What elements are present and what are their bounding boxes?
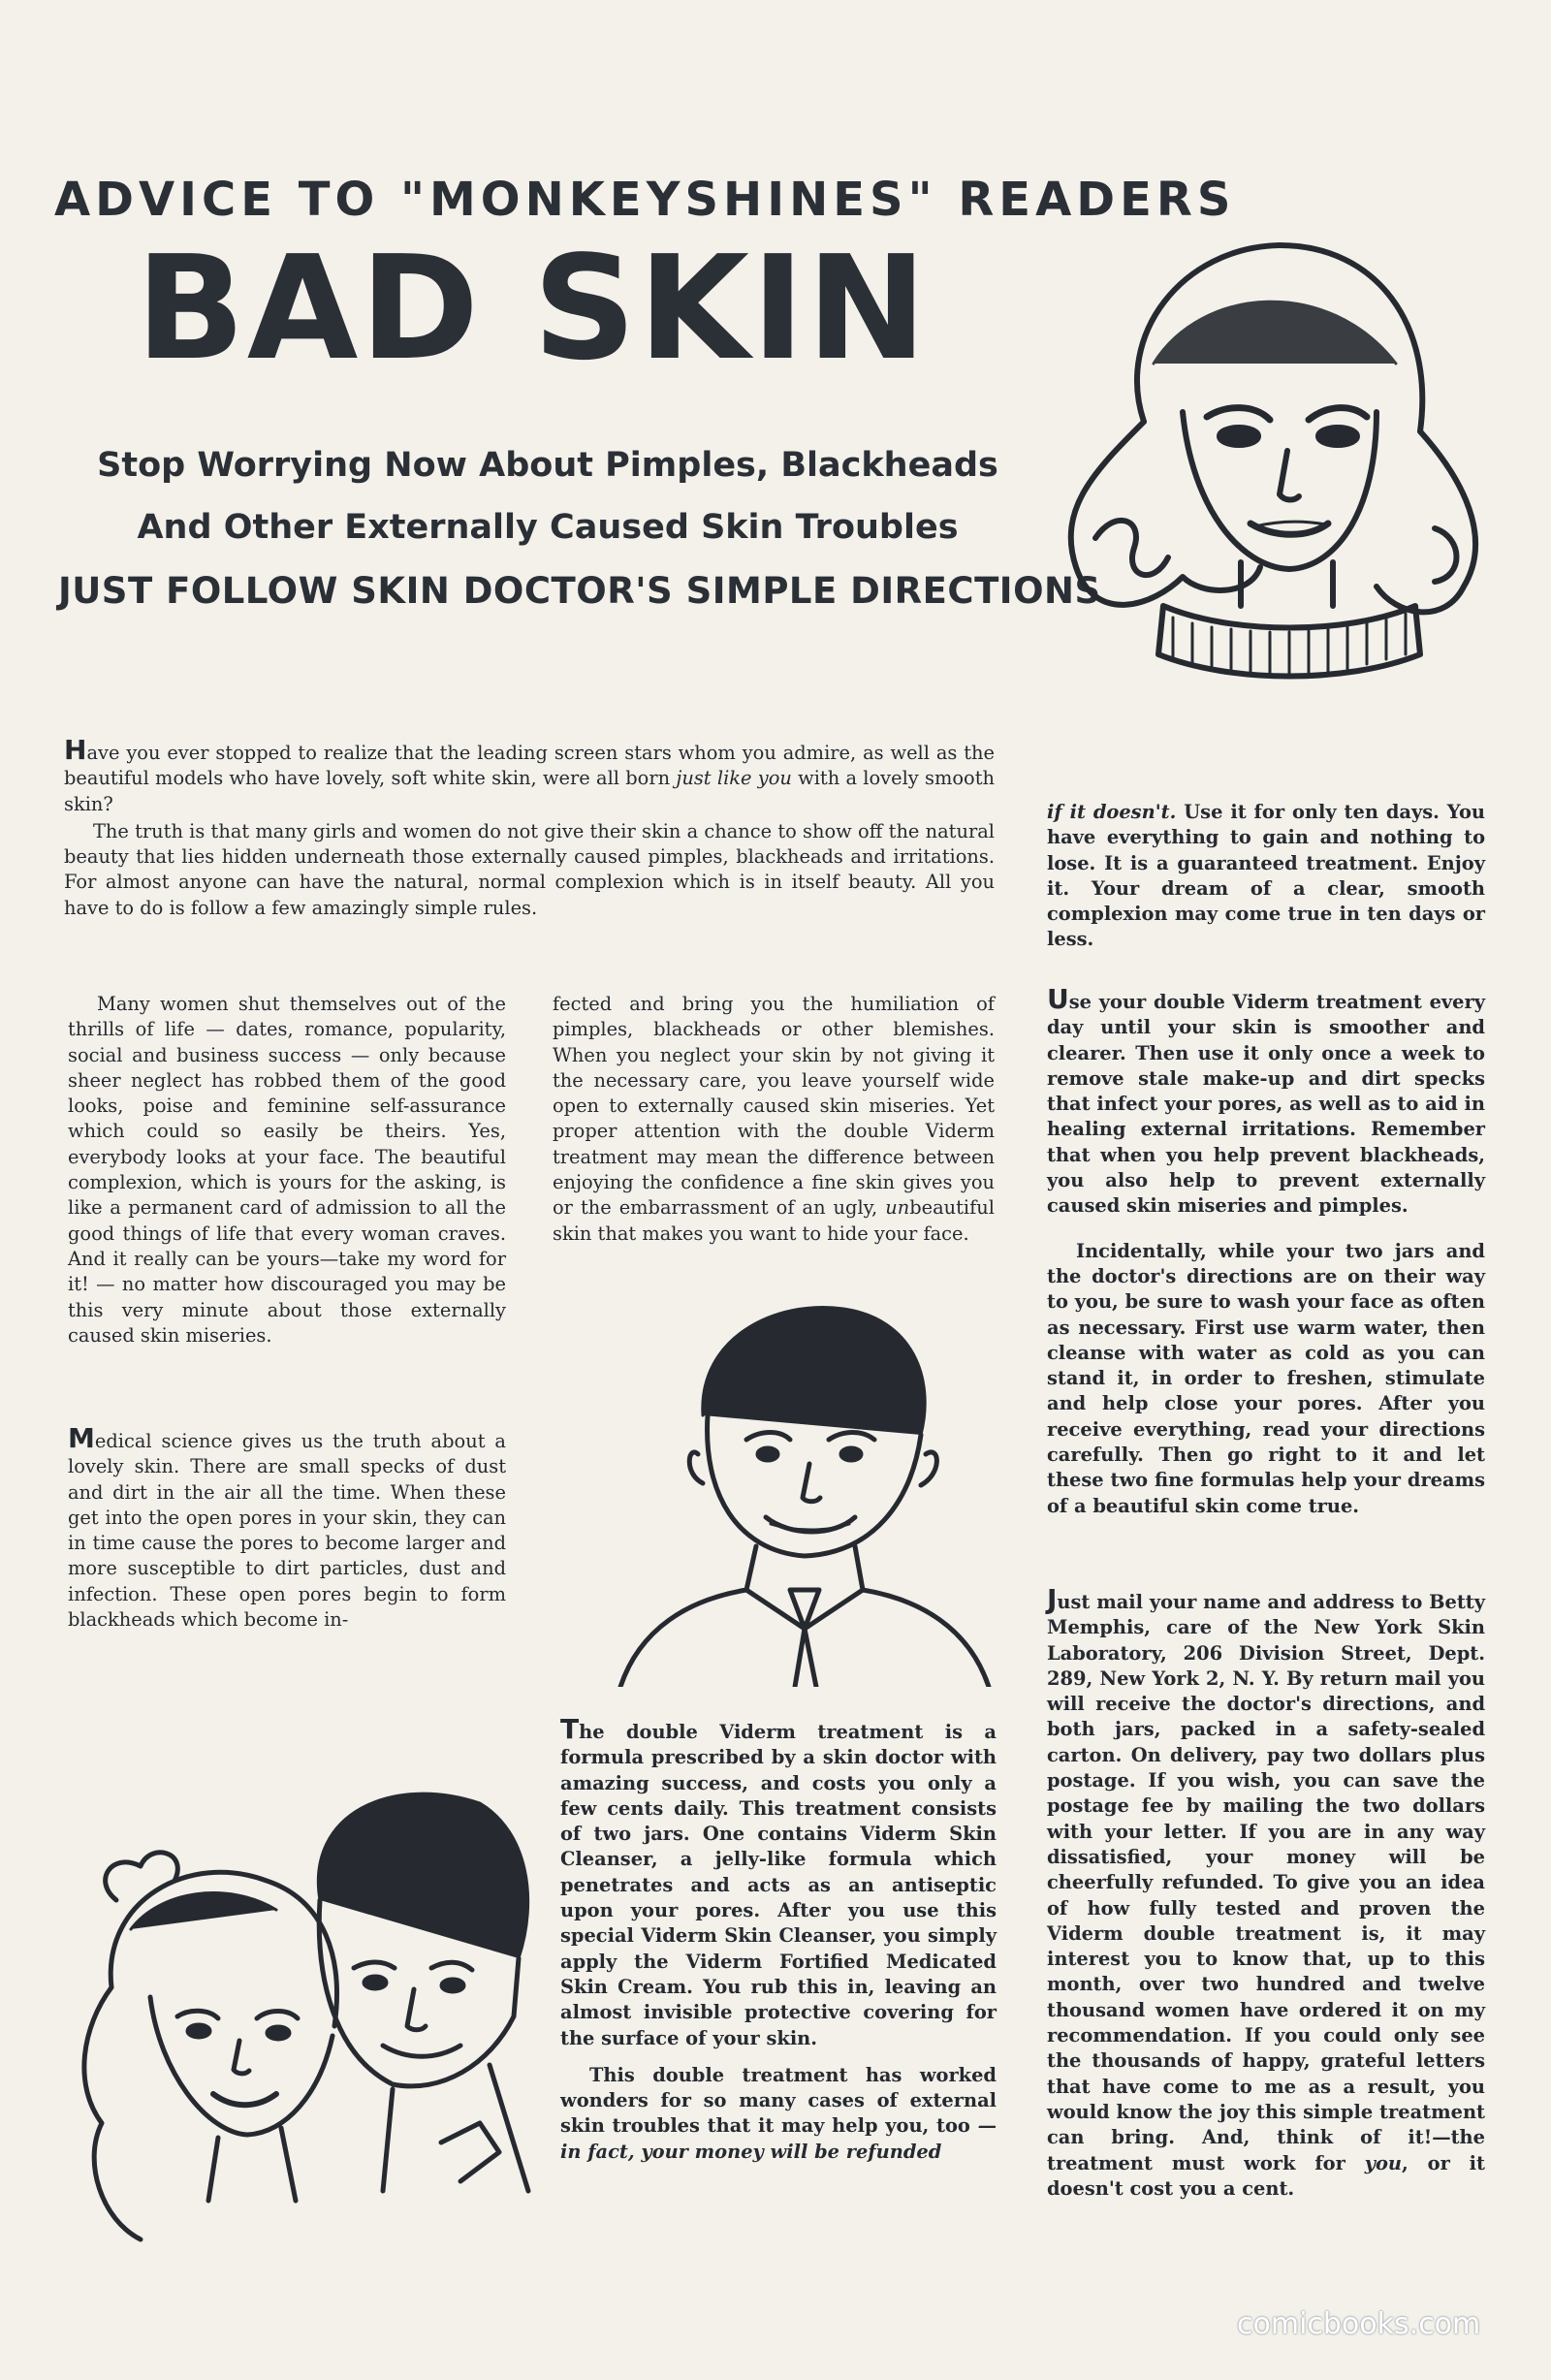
couple-illustration (73, 1735, 557, 2278)
column-2-paragraph-3: This double treatment has worked wonders for so many cases of external skin troubles that it may help you, too —in fact, your money will be refunded (560, 2063, 997, 2163)
column-1-paragraph-2: Medical science gives us the truth about a lovely skin. There are small specks of dust and dirt in the air all the time. When these get into the open pores in your skin, they can in time cause the pores to become larger and more susceptible to dirt particles, dust and infection. These open pores begin to form blackheads which become in- (68, 1422, 506, 1632)
drop-cap: M (68, 1422, 95, 1454)
woman-portrait-illustration (1037, 218, 1493, 683)
drop-cap: H (64, 734, 87, 766)
column-3-middle (1047, 983, 1485, 1519)
intro-paragraph-1: Have you ever stopped to realize that the leading screen stars whom you admire, as well as the beautiful models who have lovely, soft white skin, were all born just like you with a lovely smooth skin? (64, 734, 995, 815)
column-2-paragraph-2: The double Viderm treatment is a formula prescribed by a skin doctor with amazing success, and costs you only a few cents daily. This treatment consists of two jars. One contains Viderm Skin Cleanser, a jelly-like formula which penetrates and acts as an antiseptic upon your pores. After you use this special Viderm Skin Cleanser, you simply apply the Viderm Fortified Medicated Skin Cream. You rub this in, leaving an almost invisible protective covering for the surface of your skin. (560, 1713, 997, 2049)
kicker-line: ADVICE TO "MONKEYSHINES" READERS (54, 173, 1236, 227)
headline: BAD SKIN (136, 225, 929, 392)
watermark: comicbooks.com (1237, 2307, 1481, 2341)
intro-section (64, 734, 995, 921)
column-2-paragraph-1: fected and bring you the humiliation of pimples, blackheads or other blemishes. When you neglect your skin by not giving it the necessary care, you leave yourself wide open to externally caused skin miseries. Yet proper attention with the double Viderm treatment may mean the difference between enjoying the confidence a fine skin gives you or the embarrassment of an ugly, unbeautiful skin that makes you want to hide your face. (553, 993, 995, 1245)
column-3-paragraph-3: Incidentally, while your two jars and the doctor's directions are on their way to you, be sure to wash your face as often as necessary. First use warm water, then cleanse with water as cold as you can stand it, in order to freshen, stimulate and help close your pores. After you receive everything, read your directions carefully. Then go right to it and let these two fine formulas help your dreams of a beautiful skin come true. (1047, 1239, 1485, 1517)
directions-line: JUST FOLLOW SKIN DOCTOR'S SIMPLE DIRECTIONS (58, 570, 1101, 612)
drop-cap: J (1047, 1583, 1058, 1615)
subhead-line-2: And Other Externally Caused Skin Troubles (137, 508, 959, 547)
column-2-lower (560, 1713, 997, 2165)
intro-paragraph-2: The truth is that many girls and women do not give their skin a chance to show off the natural beauty that lies hidden underneath those externally caused pimples, blackheads and irritations. For almost anyone can have the natural, normal complexion which is in itself beauty. All you have to do is follow a few amazingly simple rules. (64, 819, 995, 919)
column-3-paragraph-2: Use your double Viderm treatment every day until your skin is smoother and clearer. Then use it only once a week to remove stale make-up and dirt specks that infect your pores, as well as to aid in healing external irritations. Remember that when you help prevent blackheads, you also help to prevent externally caused skin miseries and pimples. (1047, 983, 1485, 1218)
column-3-paragraph-4: Just mail your name and address to Betty Memphis, care of the New York Skin Laboratory, 206 Division Street, Dept. 289, New York 2, N. Y. By return mail you will receive the doctor's directions, and both jars, packed in a safety-sealed carton. On delivery, pay two dollars plus postage. If you wish, you can save the postage fee by mailing the two dollars with your letter. If you are in any way dissatisfied, your money will be cheerfully refunded. To give you an idea of how fully tested and proven the Viderm double treatment is, it may interest you to know that, up to this month, over two hundred and twelve thousand women have ordered it on my recommendation. If you could only see the thousands of happy, grateful letters that have come to me as a result, you would know the joy this simple treatment can bring. And, think of it!—the treatment must work for you, or it doesn't cost you a cent. (1047, 1583, 1485, 2200)
subheadline (58, 434, 1037, 558)
column-3-paragraph-1: if it doesn't. Use it for only ten days. You have everything to gain and nothing to lose. It is a guaranteed treatment. Enjoy it. Your dream of a clear, smooth complexion may come true in ten days or less. (1047, 801, 1485, 951)
column-1-paragraph-1: Many women shut themselves out of the thrills of life — dates, romance, popularity, social and business success — only because sheer neglect has robbed them of the good looks, poise and feminine self-assurance which could so easily be theirs. Yes, everybody looks at your face. The beautiful complexion, which is yours for the asking, is like a permanent card of admission to all the good things of life that every woman craves. And it really can be yours—take my word for it! — no matter how discouraged you may be this very minute about those externally caused skin miseries. (68, 993, 506, 1347)
man-portrait-illustration (601, 1299, 1008, 1687)
drop-cap: U (1047, 983, 1069, 1015)
subhead-line-1: Stop Worrying Now About Pimples, Blackheads (97, 446, 998, 485)
drop-cap: T (560, 1713, 580, 1745)
